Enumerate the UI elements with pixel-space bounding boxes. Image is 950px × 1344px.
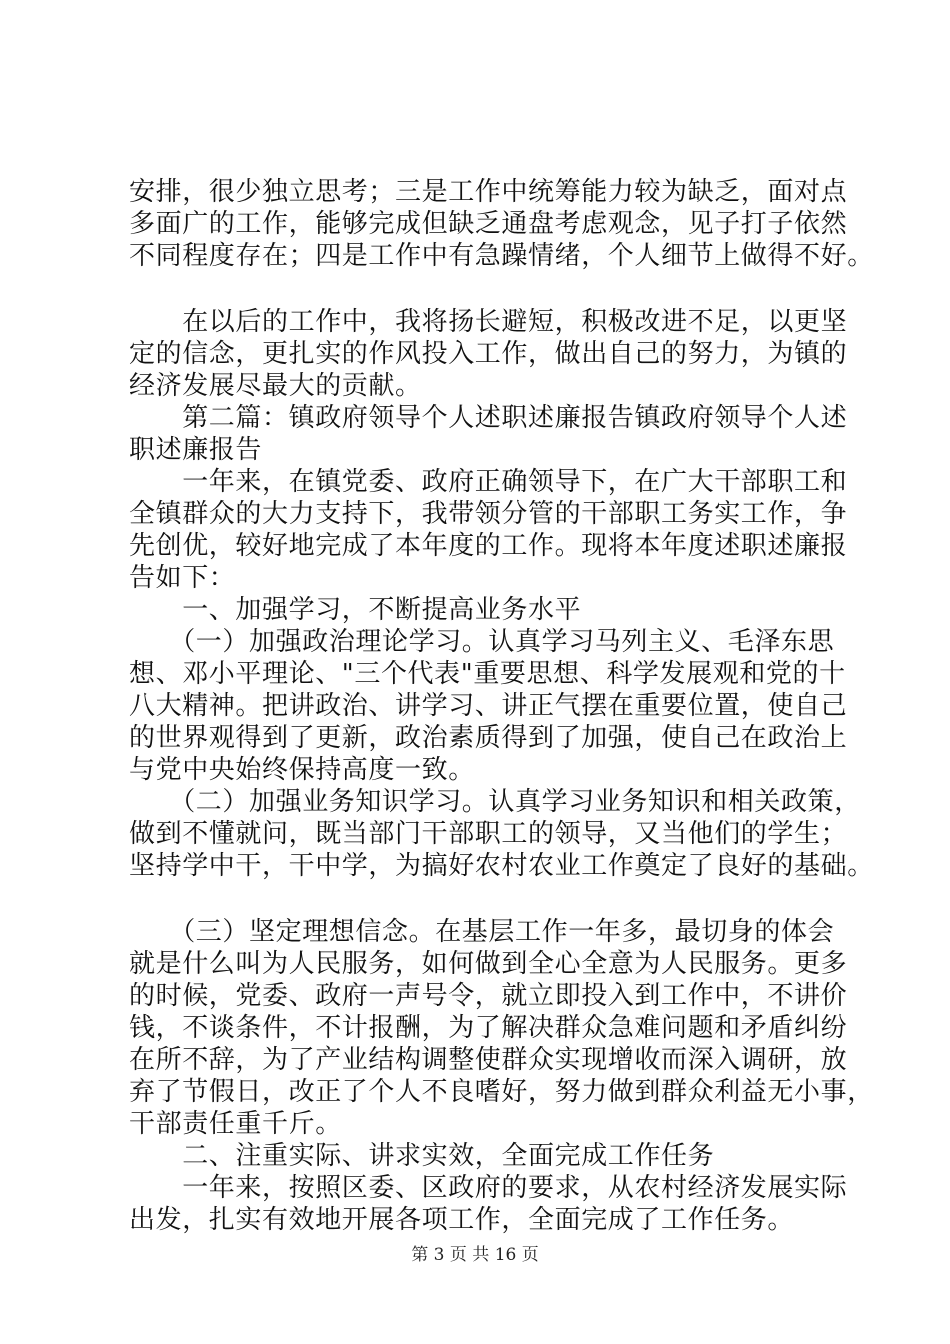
text-line: （二）加强业务知识学习。认真学习业务知识和相关政策， (129, 787, 861, 817)
text-line: 一年来，在镇党委、政府正确领导下，在广大干部职工和 (129, 467, 848, 497)
text-line: 想、邓小平理论、"三个代表"重要思想、科学发展观和党的十 (129, 659, 846, 689)
text-line: 在所不辞，为了产业结构调整使群众实现增收而深入调研，放 (129, 1045, 848, 1075)
text-line: 钱，不谈条件，不计报酬，为了解决群众急难问题和矛盾纠纷 (129, 1013, 848, 1043)
text-line: （一）加强政治理论学习。认真学习马列主义、毛泽东思 (129, 627, 835, 657)
text-line: 一年来，按照区委、区政府的要求，从农村经济发展实际 (129, 1173, 848, 1203)
text-line: 就是什么叫为人民服务，如何做到全心全意为人民服务。更多 (129, 949, 848, 979)
heading-line: 二、注重实际、讲求实效，全面完成工作任务 (129, 1141, 715, 1171)
text-line: 多面广的工作，能够完成但缺乏通盘考虑观念，见子打子依然 (129, 209, 848, 239)
text-line: （三）坚定理想信念。在基层工作一年多，最切身的体会 (129, 917, 835, 947)
text-line: 在以后的工作中，我将扬长避短，积极改进不足，以更坚 (129, 307, 848, 337)
text-line: 经济发展尽最大的贡献。 (129, 371, 422, 401)
text-line: 的世界观得到了更新，政治素质得到了加强，使自己在政治上 (129, 723, 848, 753)
paragraph-gap (129, 272, 829, 306)
text-line: 的时候，党委、政府一声号令，就立即投入到工作中，不讲价 (129, 981, 848, 1011)
text-line: 坚持学中干，干中学，为搞好农村农业工作奠定了良好的基础。 (129, 851, 874, 881)
text-line: 先创优，较好地完成了本年度的工作。现将本年度述职述廉报 (129, 531, 848, 561)
text-line: 不同程度存在；四是工作中有急躁情绪，个人细节上做得不好。 (129, 241, 874, 271)
text-line: 干部责任重千斤。 (129, 1109, 342, 1139)
text-line: 安排，很少独立思考；三是工作中统筹能力较为缺乏，面对点 (129, 177, 848, 207)
paragraph-block-3 (129, 916, 874, 1236)
text-line: 全镇群众的大力支持下，我带领分管的干部职工务实工作，争 (129, 499, 848, 529)
text-line: 做到不懂就问，既当部门干部职工的领导，又当他们的学生； (129, 819, 848, 849)
text-line: 与党中央始终保持高度一致。 (129, 755, 475, 785)
text-line: 弃了节假日，改正了个人不良嗜好，努力做到群众利益无小事， (129, 1077, 874, 1107)
text-line: 定的信念，更扎实的作风投入工作，做出自己的努力，为镇的 (129, 339, 848, 369)
section-title-line: 职述廉报告 (129, 435, 263, 465)
page-number-footer: 第 3 页 共 16 页 (411, 1245, 539, 1265)
text-line: 八大精神。把讲政治、讲学习、讲正气摆在重要位置，使自己 (129, 691, 848, 721)
paragraph-block-1 (129, 176, 874, 272)
text-line: 告如下： (129, 563, 236, 593)
heading-line: 一、加强学习，不断提高业务水平 (129, 595, 582, 625)
paragraph-block-2 (129, 306, 874, 882)
paragraph-gap (129, 882, 829, 916)
text-line: 出发，扎实有效地开展各项工作，全面完成了工作任务。 (129, 1205, 795, 1235)
section-title-line: 第二篇：镇政府领导个人述职述廉报告镇政府领导个人述 (129, 403, 848, 433)
document-body (129, 176, 874, 1236)
